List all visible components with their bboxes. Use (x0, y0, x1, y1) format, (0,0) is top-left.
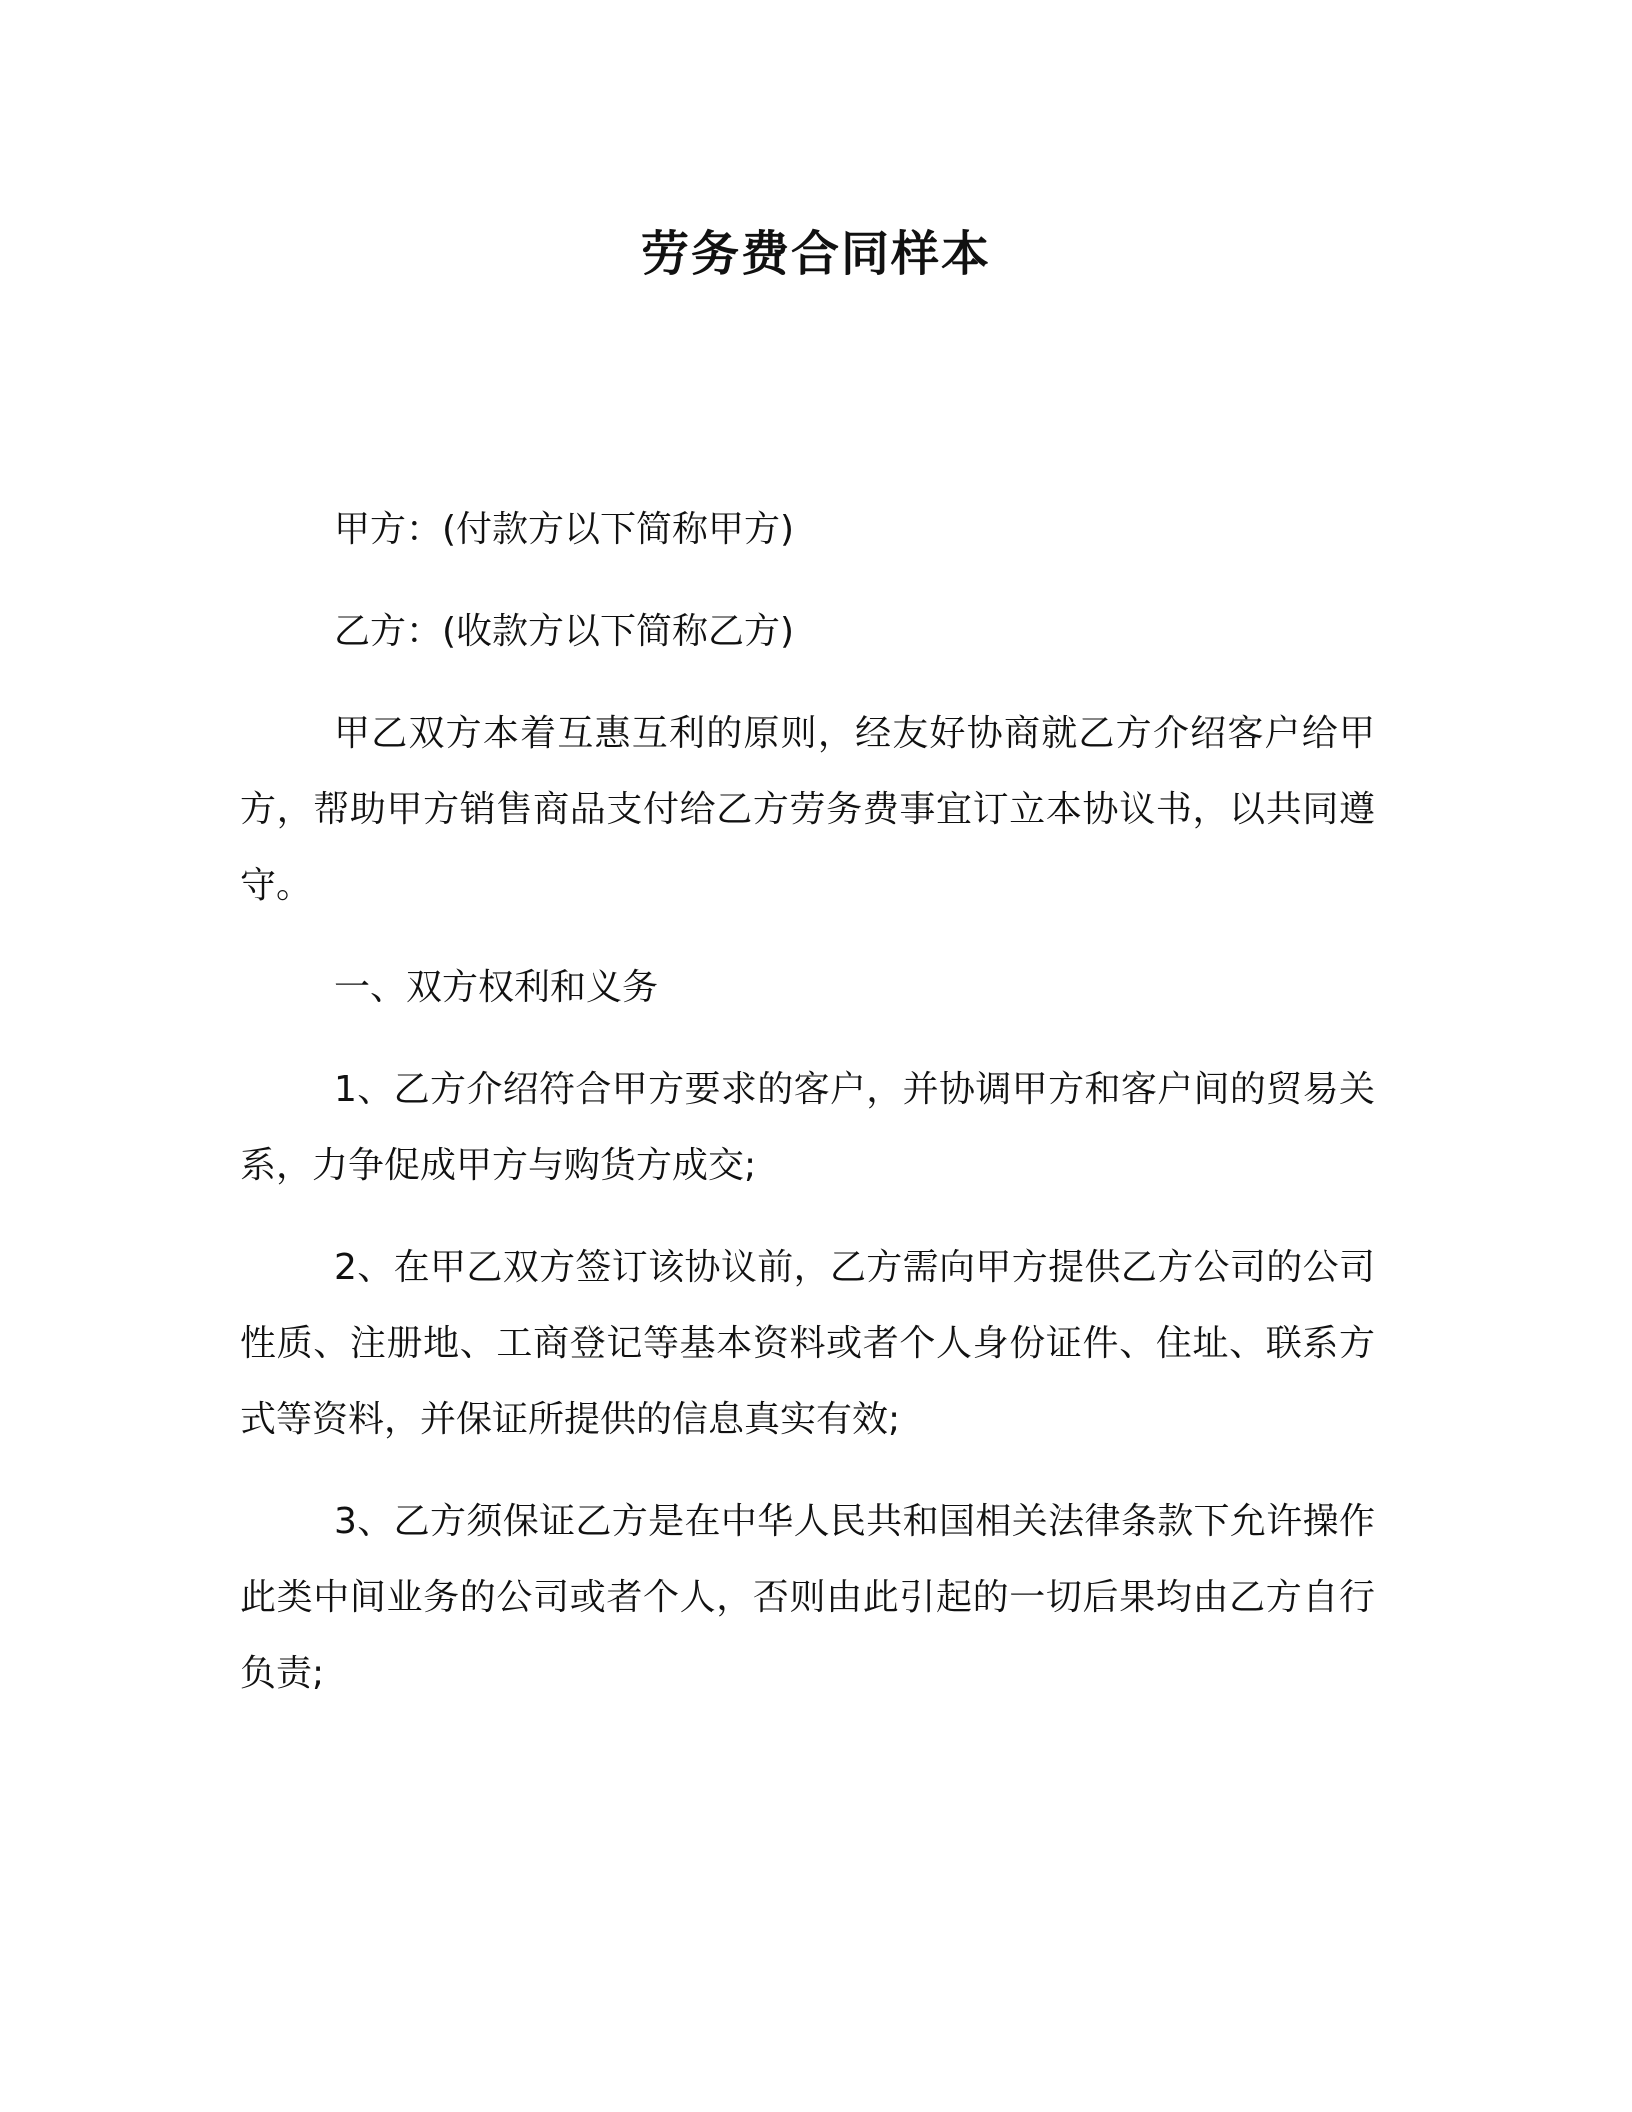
document-body (240, 492, 1375, 1738)
section-heading: 一、双方权利和义务 (334, 967, 659, 1008)
party-b-line: 乙方：(收款方以下简称乙方) (334, 611, 795, 652)
clause-2: 2、在甲乙双方签订该协议前，乙方需向甲方提供乙方公司的公司性质、注册地、工商登记等基本资料或者个人身份证件、住址、联系方式等资料，并保证所提供的信息真实有效; (240, 1247, 1375, 1440)
preamble-paragraph: 甲乙双方本着互惠互利的原则，经友好协商就乙方介绍客户给甲方，帮助甲方销售商品支付给乙方劳务费事宜订立本协议书，以共同遵守。 (240, 713, 1375, 906)
clause-1: 1、乙方介绍符合甲方要求的客户，并协调甲方和客户间的贸易关系，力争促成甲方与购货方成交; (240, 1069, 1375, 1186)
party-a-line: 甲方：(付款方以下简称甲方) (334, 509, 795, 550)
clause-3: 3、乙方须保证乙方是在中华人民共和国相关法律条款下允许操作此类中间业务的公司或者个人，否则由此引起的一切后果均由乙方自行负责; (240, 1501, 1375, 1694)
document-title: 劳务费合同样本 (640, 226, 991, 282)
